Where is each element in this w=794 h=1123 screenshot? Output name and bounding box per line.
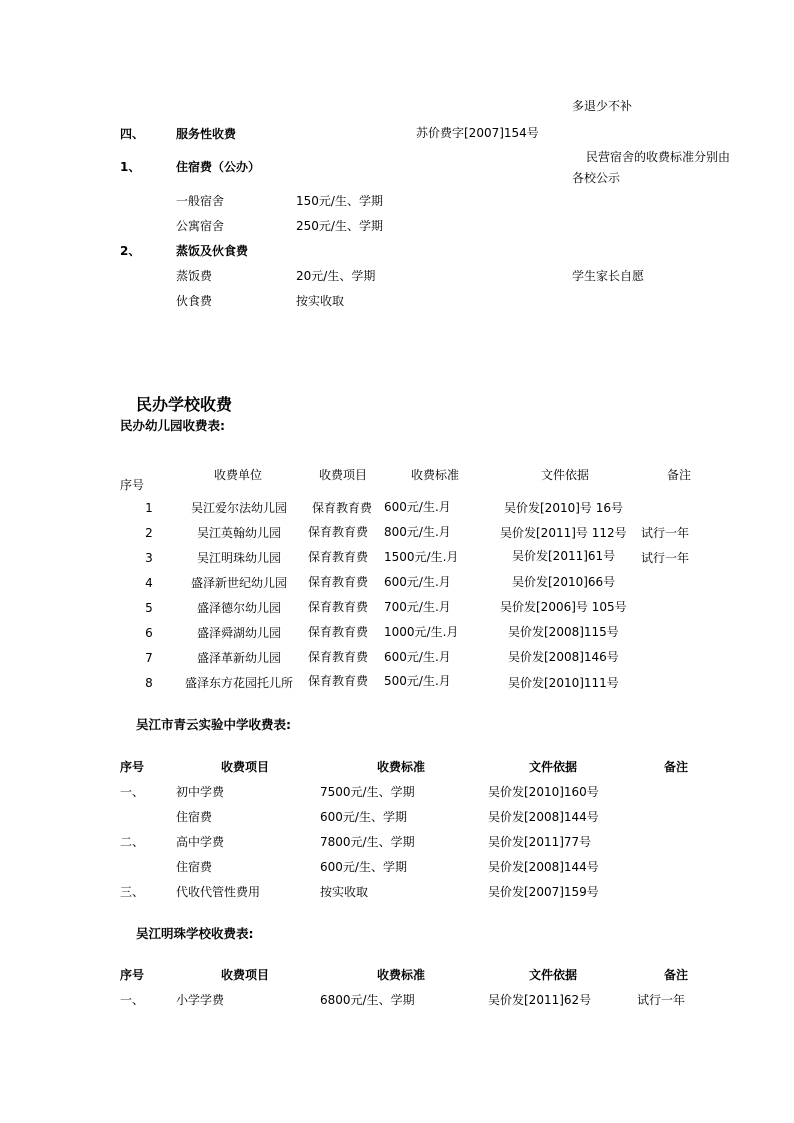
doc-ref: 吴价发[2006]号 105号: [500, 600, 627, 614]
column-header: 序号: [120, 478, 145, 492]
row-number: 一、: [120, 785, 145, 799]
column-header: 收费单位: [214, 468, 263, 482]
section-number: 四、: [120, 127, 145, 141]
doc-ref: 吴价发[2011]61号: [512, 549, 616, 563]
fee-standard: 600元/生.月: [384, 500, 451, 514]
fee-standard: 1500元/生.月: [384, 550, 459, 564]
unit-name: 吴江明珠幼儿园: [196, 551, 281, 565]
table-title: 吴江市青云实验中学收费表:: [136, 717, 291, 732]
fee-item: 住宿费: [176, 860, 213, 874]
row-note: 试行一年: [641, 526, 690, 540]
doc-ref: 吴价发[2007]159号: [488, 885, 599, 899]
row-number: 2: [145, 526, 153, 540]
unit-name: 吴江爱尔法幼儿园: [190, 501, 287, 515]
fee-standard: 700元/生.月: [384, 600, 451, 614]
fee-name: 伙食费: [176, 294, 213, 308]
column-header: 收费标准: [377, 760, 426, 774]
fee-standard: 500元/生.月: [384, 674, 451, 688]
doc-ref: 吴价发[2011]77号: [488, 835, 592, 849]
doc-ref: 吴价发[2008]115号: [508, 625, 619, 639]
column-header: 文件依据: [529, 760, 578, 774]
column-header: 收费项目: [221, 760, 270, 774]
fee-item: 保育教育费: [308, 525, 369, 539]
doc-ref: 吴价发[2010]111号: [508, 676, 619, 690]
column-header: 收费标准: [377, 968, 426, 982]
column-header: 文件依据: [529, 968, 578, 982]
fee-item: 小学学费: [176, 993, 225, 1007]
fee-value: 20元/生、学期: [296, 269, 376, 283]
column-header: 文件依据: [541, 468, 590, 482]
fee-standard: 600元/生、学期: [320, 810, 407, 824]
fee-value: 250元/生、学期: [296, 219, 383, 233]
doc-ref: 吴价发[2011]62号: [488, 993, 592, 1007]
refund-note: 多退少不补: [572, 99, 633, 113]
fee-item: 保育教育费: [308, 650, 369, 664]
doc-ref: 吴价发[2010]号 16号: [504, 501, 623, 515]
row-number: 一、: [120, 993, 145, 1007]
column-header: 收费标准: [411, 468, 460, 482]
fee-standard: 800元/生.月: [384, 525, 451, 539]
fee-name: 蒸饭费: [176, 269, 213, 283]
unit-name: 盛泽舜湖幼儿园: [196, 626, 281, 640]
fee-item: 保育教育费: [308, 575, 369, 589]
doc-ref: 吴价发[2008]144号: [488, 810, 599, 824]
subsection-number: 2、: [120, 244, 141, 258]
row-number: 二、: [120, 835, 145, 849]
row-number: 7: [145, 651, 153, 665]
row-note: 试行一年: [641, 551, 690, 565]
subsection-title: 蒸饭及伙食费: [176, 244, 249, 258]
subsection-number: 1、: [120, 160, 141, 174]
column-header: 收费项目: [319, 468, 368, 482]
doc-ref: 吴价发[2008]144号: [488, 860, 599, 874]
page-section-heading: 民办学校收费: [136, 395, 233, 414]
dorm-note-line2: 各校公示: [572, 171, 621, 185]
fee-standard: 600元/生.月: [384, 650, 451, 664]
doc-ref: 吴价发[2008]146号: [508, 650, 619, 664]
dorm-note-line1: 民营宿舍的收费标准分别由: [586, 150, 731, 164]
fee-item: 保育教育费: [308, 550, 369, 564]
unit-name: 盛泽革新幼儿园: [196, 651, 281, 665]
unit-name: 盛泽东方花园托儿所: [184, 676, 293, 690]
row-note: 试行一年: [637, 993, 686, 1007]
fee-item: 保育教育费: [308, 674, 369, 688]
unit-name: 盛泽德尔幼儿园: [196, 601, 281, 615]
row-number: 三、: [120, 885, 145, 899]
service-doc-ref: 苏价费字[2007]154号: [416, 126, 539, 140]
fee-standard: 6800元/生、学期: [320, 993, 415, 1007]
column-header: 序号: [120, 968, 145, 982]
row-number: 4: [145, 576, 153, 590]
doc-ref: 吴价发[2010]66号: [512, 575, 616, 589]
fee-item: 代收代管性费用: [176, 885, 261, 899]
row-number: 3: [145, 551, 153, 565]
fee-item: 保育教育费: [312, 501, 373, 515]
doc-ref: 吴价发[2010]160号: [488, 785, 599, 799]
table-title: 民办幼儿园收费表:: [120, 418, 225, 433]
row-number: 6: [145, 626, 153, 640]
fee-item: 保育教育费: [308, 625, 369, 639]
fee-name: 公寓宿舍: [176, 219, 225, 233]
fee-item: 住宿费: [176, 810, 213, 824]
fee-note: 学生家长自愿: [572, 269, 645, 283]
fee-item: 高中学费: [176, 835, 225, 849]
column-header: 收费项目: [221, 968, 270, 982]
fee-standard: 1000元/生.月: [384, 625, 459, 639]
table-title: 吴江明珠学校收费表:: [136, 926, 254, 941]
row-number: 8: [145, 676, 153, 690]
fee-name: 一般宿舍: [176, 194, 225, 208]
fee-standard: 600元/生、学期: [320, 860, 407, 874]
unit-name: 吴江英翰幼儿园: [196, 526, 281, 540]
row-number: 5: [145, 601, 153, 615]
fee-standard: 600元/生.月: [384, 575, 451, 589]
fee-standard: 7800元/生、学期: [320, 835, 415, 849]
section-title: 服务性收费: [176, 127, 237, 141]
row-number: 1: [145, 501, 153, 515]
fee-item: 保育教育费: [308, 600, 369, 614]
unit-name: 盛泽新世纪幼儿园: [190, 576, 287, 590]
column-header: 备注: [664, 760, 689, 774]
doc-ref: 吴价发[2011]号 112号: [500, 526, 627, 540]
column-header: 备注: [664, 968, 689, 982]
subsection-title: 住宿费（公办）: [176, 160, 261, 174]
column-header: 备注: [667, 468, 692, 482]
fee-value: 150元/生、学期: [296, 194, 383, 208]
fee-standard: 7500元/生、学期: [320, 785, 415, 799]
fee-value: 按实收取: [296, 294, 345, 308]
column-header: 序号: [120, 760, 145, 774]
fee-standard: 按实收取: [320, 885, 369, 899]
fee-item: 初中学费: [176, 785, 225, 799]
